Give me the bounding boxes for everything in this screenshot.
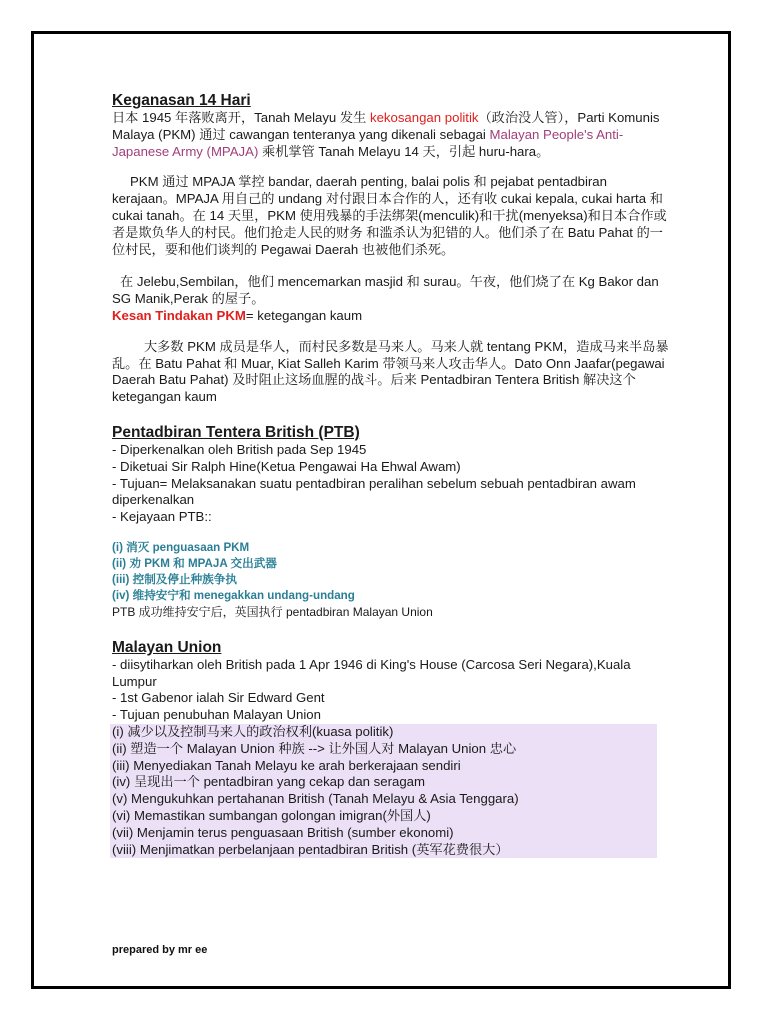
mu-aim: (i) 减少以及控制马来人的政治权利(kuasa politik) (112, 723, 394, 739)
mu-aim: (viii) Menjimatkan perbelanjaan pentadbiran British (英军花费很大） (112, 841, 509, 857)
intro-text-a: 日本 1945 年落败离开，Tanah Melayu 发生 (112, 110, 370, 125)
spacer (112, 526, 672, 540)
prepared-by: prepared by mr ee (112, 944, 208, 956)
intro-text-b: （政治没人管），Parti Komunis Malaya (PKM) 通过 cawangan tenteranya yang dikenali sebagai (112, 110, 660, 142)
kesan-text: = ketegangan kaum (245, 307, 363, 323)
mu-line: - diisytiharkan oleh British pada 1 Apr 1946 di King's House (Carcosa Seri Negara),Kuala Lumpur (112, 656, 631, 689)
paragraph-intro (112, 110, 672, 160)
paragraph-jelebu (112, 274, 672, 324)
kesan-label: Kesan Tindakan PKM (112, 307, 246, 323)
intro-text-c: 乘机掌管 Tanah Melayu 14 天，引起 huru-hara。 (258, 143, 550, 159)
ptb-achievement: (ii) 劝 PKM 和 MPAJA 交出武器 (112, 556, 277, 570)
mu-line: - Tujuan penubuhan Malayan Union (112, 707, 321, 723)
ptb-line: - Tujuan= Melaksanakan suatu pentadbiran peralihan sebelum sebuah pentadbiran awam diperkenalkan (112, 475, 636, 508)
section-keganasan (112, 92, 672, 406)
aims-highlight-box (110, 724, 657, 858)
section-title-ptb: Pentadbiran Tentera British (PTB) (112, 423, 360, 441)
ptb-line: - Diperkenalkan oleh British pada Sep 1945 (112, 441, 367, 457)
section-malayan-union (112, 639, 672, 859)
document-body (112, 92, 672, 858)
ptb-line: - Diketuai Sir Ralph Hine(Ketua Pengawai Ha Ehwal Awam) (112, 458, 461, 474)
section-title-keganasan: Keganasan 14 Hari (112, 92, 251, 109)
ptb-closing: PTB 成功维持安宁后，英国执行 pentadbiran Malayan Union (112, 604, 433, 619)
ptb-line: - Kejayaan PTB:: (112, 509, 212, 525)
section-title-malayan-union: Malayan Union (112, 638, 222, 656)
highlight-kekosangan: kekosangan politik (369, 110, 479, 125)
ptb-achievement: (iv) 维持安宁和 menegakkan undang-undang (112, 588, 355, 602)
mu-line: - 1st Gabenor ialah Sir Edward Gent (112, 690, 325, 706)
mu-aim: (iii) Menyediakan Tanah Melayu ke arah berkerajaan sendiri (112, 757, 461, 773)
ptb-achievement: (iii) 控制及停止种族争执 (112, 572, 237, 586)
mu-aim: (v) Mengukuhkan pertahanan British (Tanah Melayu & Asia Tenggara) (112, 791, 519, 807)
mu-aim: (vii) Menjamin terus penguasaan British (sumber ekonomi) (112, 824, 454, 840)
jelebu-text: 在 Jelebu,Sembilan，他们 mencemarkan masjid 和 surau。午夜，他们烧了在 Kg Bakor dan SG Manik,Perak 的屋子。 (112, 274, 659, 307)
ptb-achievement: (i) 消灭 penguasaan PKM (112, 540, 250, 554)
section-ptb (112, 424, 672, 621)
paragraph-ketegangan: 大多数 PKM 成员是华人，而村民多数是马来人。马来人就 tentang PKM，造成马来半岛暴乱。在 Batu Pahat 和 Muar, Kiat Salleh Karim 带领马来人攻击华人。Dato Onn Jaafar(pegawai Daerah Batu Pahat) 及时阻止这场血腥的战斗。后来 Pentadbiran Tentera British 解决这个 ketegangan kaum (112, 338, 669, 405)
mu-aim: (iv) 呈现出一个 pentadbiran yang cekap dan seragam (112, 774, 425, 790)
paragraph-pkm-control: PKM 通过 MPAJA 掌控 bandar, daerah penting, balai polis 和 pejabat pentadbiran kerajaan。MPAJA 用自己的 undang 对付跟日本合作的人，还有收 cukai kepala, cukai harta 和 cukai tanah。在 14 天里，PKM 使用残暴的手法绑架(menculik)和干扰(menyeksa)和日本合作或者是欺负华人的村民。他们抢走人民的财务 和滥杀认为犯错的人。他们杀了在 Batu Pahat 的一位村民，要和他们谈判的 Pegawai Daerah 也被他们杀死。 (112, 174, 667, 257)
highlight-mpaja: Malayan People's Anti-Japanese Army (MPAJA) (112, 126, 624, 159)
mu-aim: (ii) 塑造一个 Malayan Union 种族 --> 让外国人对 Malayan Union 忠心 (112, 740, 517, 756)
mu-aim: (vi) Memastikan sumbangan golongan imigran(外国人) (112, 807, 431, 823)
